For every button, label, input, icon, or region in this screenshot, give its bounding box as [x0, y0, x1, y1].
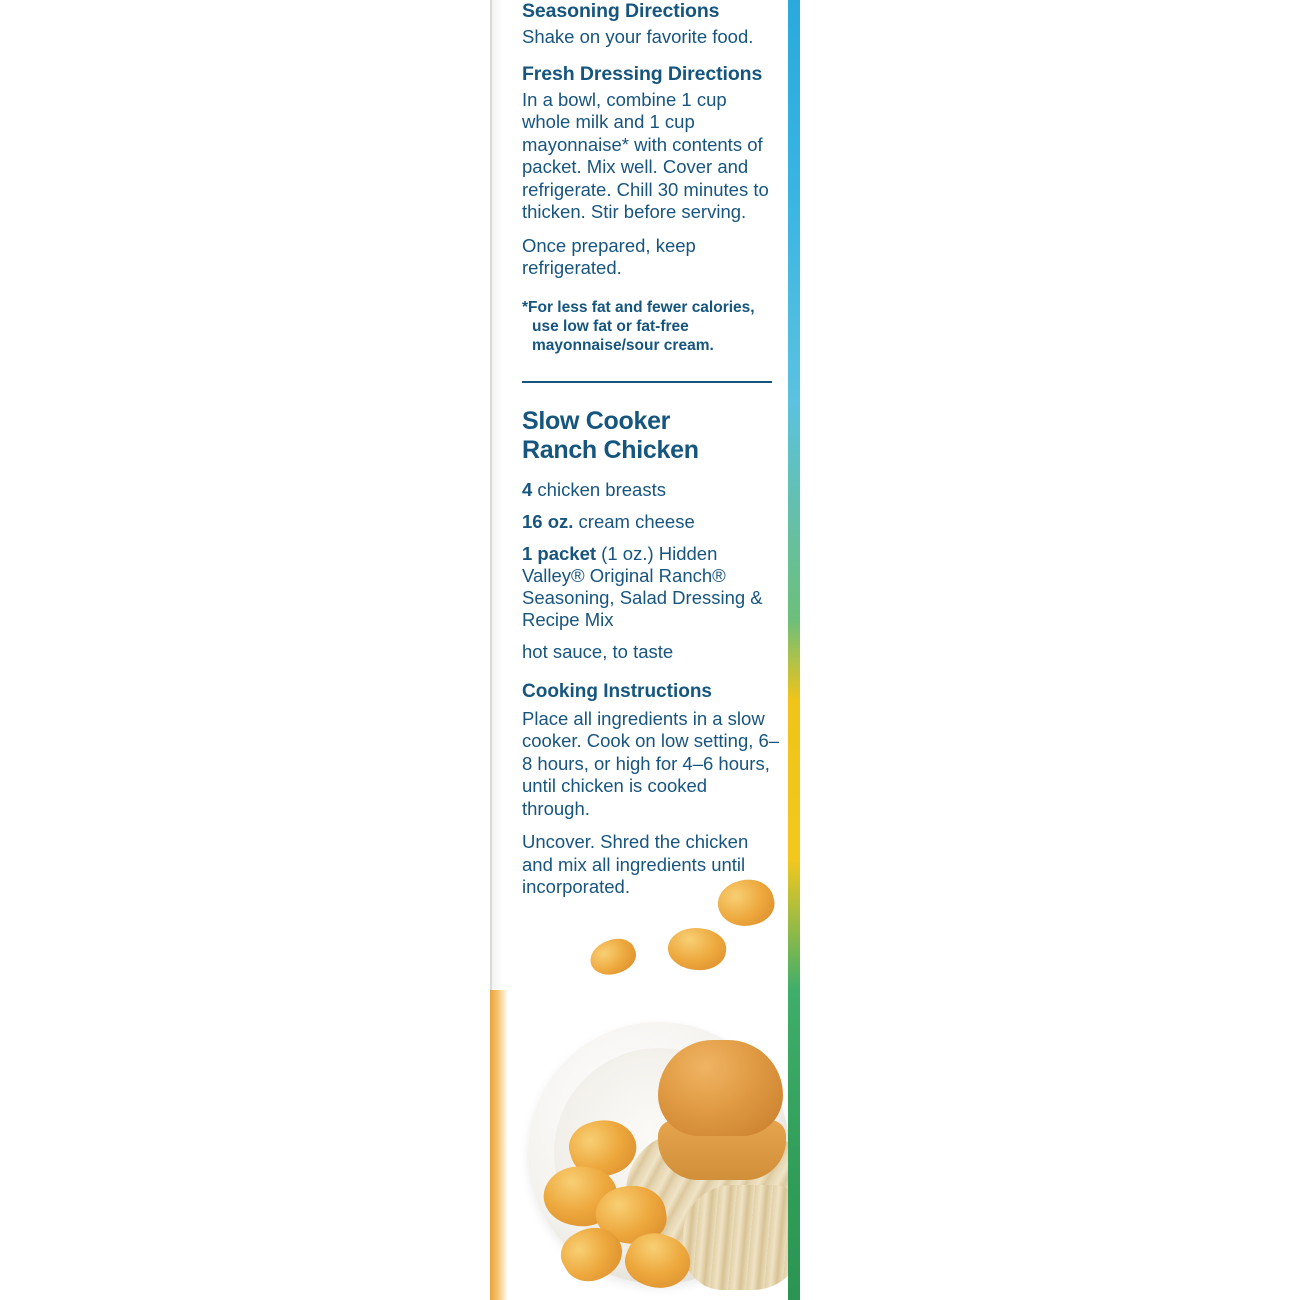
panel-content	[522, 0, 780, 910]
cooking-instructions-paragraph-1: Place all ingredients in a slow cooker. Cook on low setting, 6–8 hours, or high for 4–6 hours, until chicken is cooked through.	[522, 707, 780, 819]
fat-calories-footnote	[522, 298, 780, 355]
cooking-instructions-heading: Cooking Instructions	[522, 680, 712, 702]
ingredient-quantity: 16 oz.	[522, 510, 574, 532]
sandwich-bun-top	[658, 1040, 783, 1136]
recipe-title-line-2: Ranch Chicken	[522, 435, 699, 464]
recipe-ingredient	[522, 543, 780, 631]
ingredient-description: cream cheese	[573, 510, 695, 532]
recipe-ingredient	[522, 511, 780, 533]
fresh-dressing-directions-text: In a bowl, combine 1 cup whole milk and 1 cup mayonnaise* with contents of packet. Mix well. Cover and refrigerate. Chill 30 minutes to thicken. Stir before serving.	[522, 88, 769, 222]
footnote-line-3: mayonnaise/sour cream.	[532, 336, 714, 354]
ingredient-description: chicken breasts	[532, 478, 666, 500]
seasoning-directions-text: Shake on your favorite food.	[522, 26, 754, 47]
recipe-ingredient	[522, 641, 780, 663]
ingredient-quantity: 1 packet	[522, 542, 597, 564]
section-divider	[522, 381, 772, 383]
ingredient-description: hot sauce, to taste	[522, 640, 674, 662]
carton-right-spine	[788, 0, 800, 1300]
ingredient-quantity: 4	[522, 478, 533, 500]
package-side-panel	[490, 0, 800, 1300]
footnote-line-2: use low fat or fat-free	[532, 317, 689, 335]
fresh-dressing-directions-section	[522, 63, 780, 280]
potato-chip-decoration	[585, 933, 640, 982]
seasoning-directions-section	[522, 0, 780, 49]
recipe-photo	[508, 990, 788, 1300]
carton-left-edge-lower	[490, 990, 508, 1300]
recipe-title-line-1: Slow Cooker	[522, 406, 671, 435]
cooking-instructions-paragraph-2: Uncover. Shred the chicken and mix all ingredients until incorporated.	[522, 831, 749, 897]
seasoning-directions-heading: Seasoning Directions	[522, 0, 720, 22]
shredded-chicken-side	[683, 1185, 788, 1290]
ingredient-description: (1 oz.) Hidden Valley® Original Ranch® Seasoning, Salad Dressing & Recipe Mix	[522, 542, 763, 630]
recipe-section	[522, 407, 780, 899]
fresh-dressing-directions-heading: Fresh Dressing Directions	[522, 62, 763, 85]
potato-chip-decoration	[665, 924, 728, 974]
footnote-line-1: *For less fat and fewer calories,	[522, 298, 755, 316]
fresh-dressing-keep-refrigerated-text: Once prepared, keep refrigerated.	[522, 234, 696, 278]
recipe-ingredient	[522, 479, 780, 501]
recipe-title	[522, 407, 780, 465]
